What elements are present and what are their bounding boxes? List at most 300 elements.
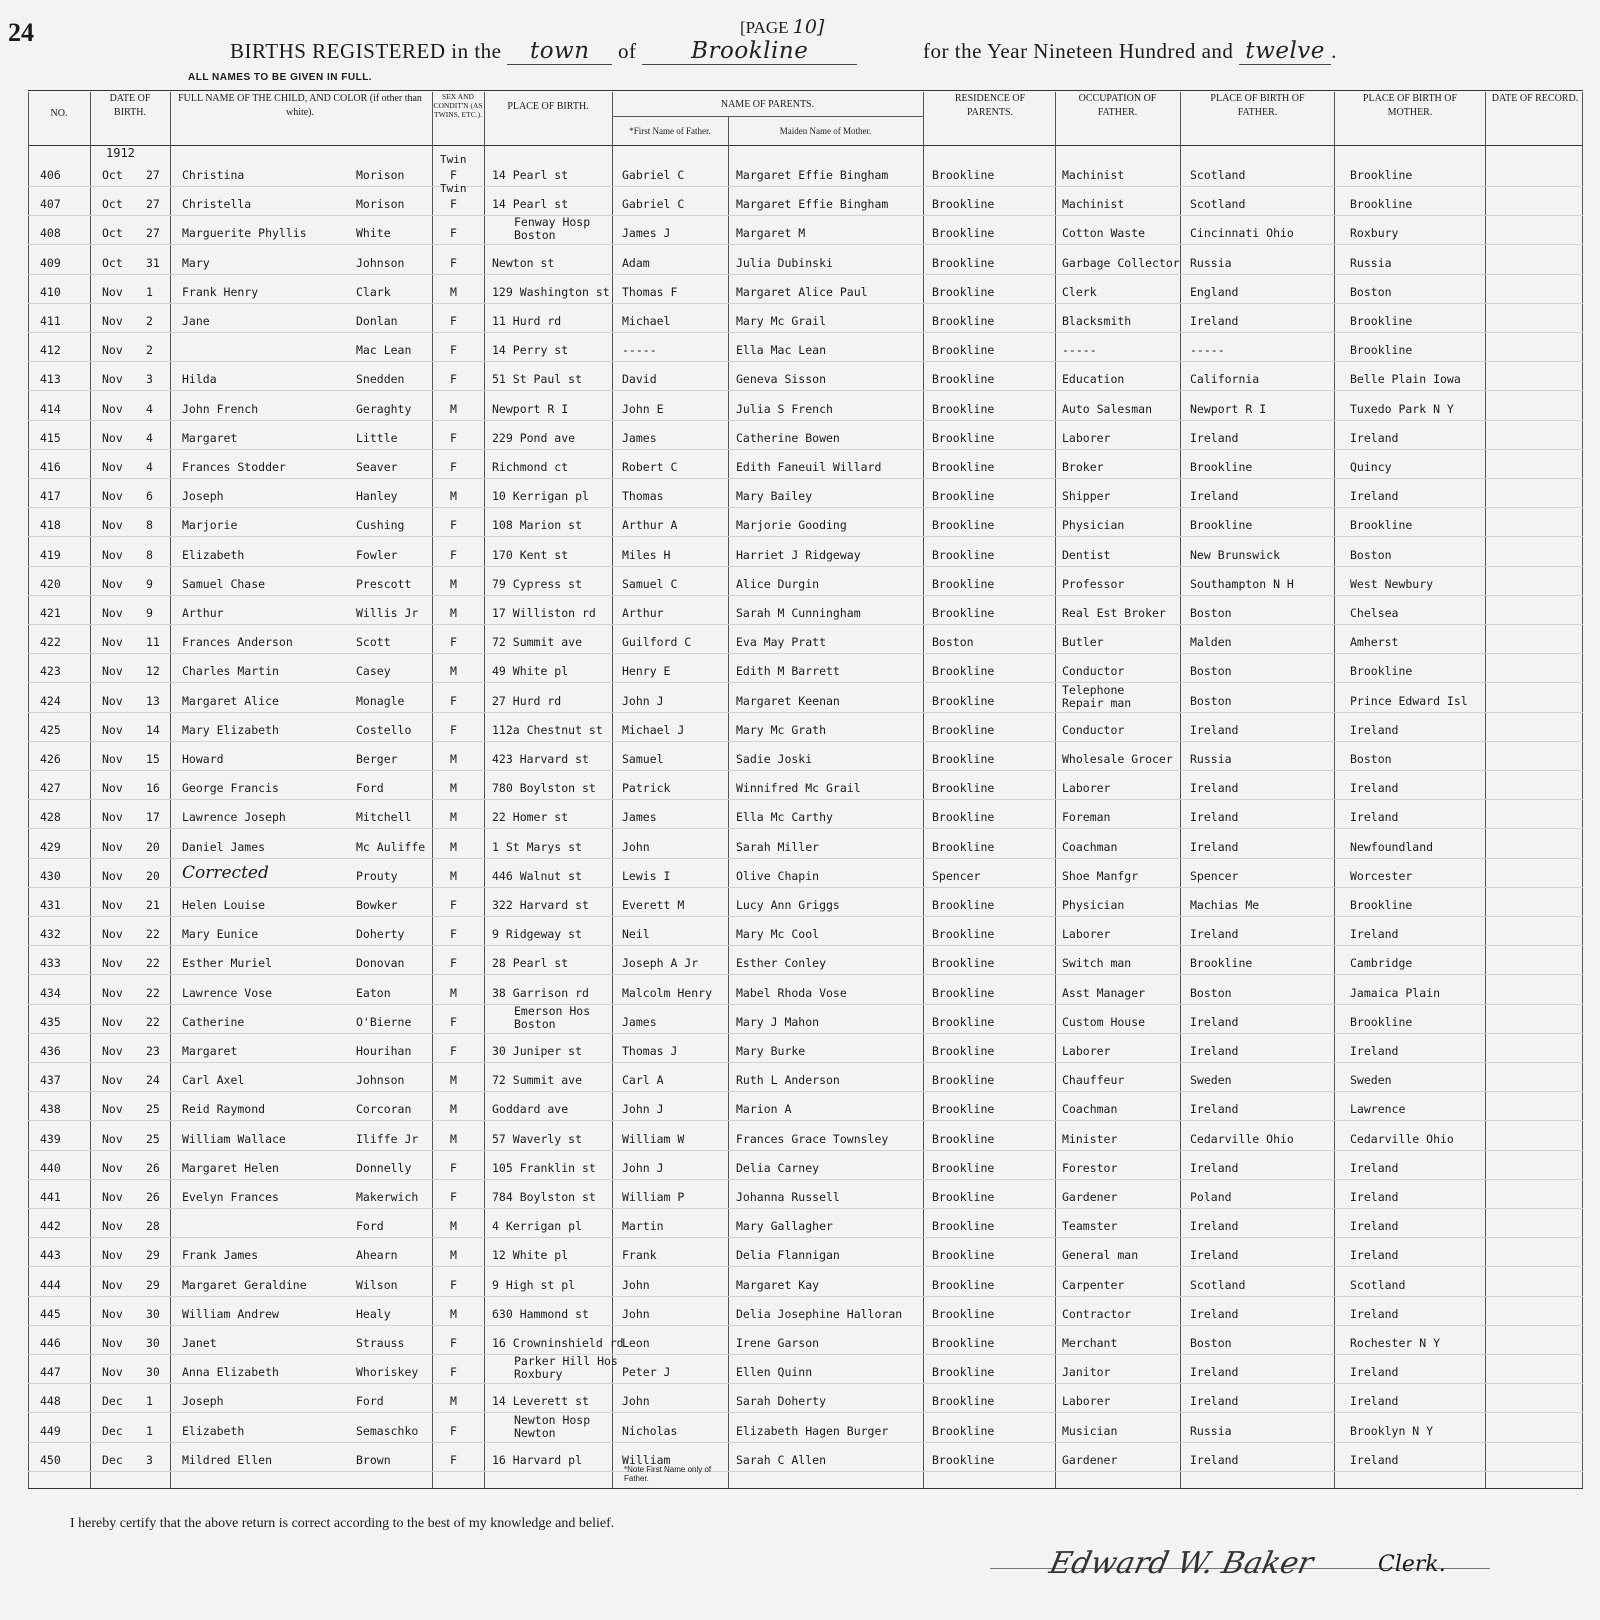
cell-father: Leon — [622, 1336, 650, 1350]
cell-month: Dec — [102, 1453, 123, 1467]
cell-sex: M — [450, 1102, 457, 1116]
cell-surname: Iliffe Jr — [356, 1132, 419, 1146]
cell-father: John — [622, 1278, 650, 1292]
table-row — [0, 948, 1600, 976]
cell-no: 449 — [40, 1424, 61, 1438]
cell-pob-m: Tuxedo Park N Y — [1350, 402, 1454, 416]
names-note: ALL NAMES TO BE GIVEN IN FULL. — [188, 72, 373, 83]
title-period: . — [1331, 39, 1337, 63]
cell-occupation: Chauffeur — [1062, 1073, 1125, 1087]
cell-surname: Prescott — [356, 577, 412, 591]
cell-no: 437 — [40, 1073, 61, 1087]
cell-pob-f: California — [1190, 372, 1260, 386]
cell-given: Frances Anderson — [182, 635, 293, 649]
cell-surname: Johnson — [356, 256, 405, 270]
cell-place: 112a Chestnut st — [492, 723, 603, 737]
cell-day: 31 — [146, 256, 160, 270]
cell-place: 57 Waverly st — [492, 1132, 583, 1146]
cell-occupation: Gardener — [1062, 1453, 1118, 1467]
cell-month: Nov — [102, 1132, 123, 1146]
cell-father: Thomas J — [622, 1044, 678, 1058]
cell-residence: Brookline — [932, 314, 995, 328]
cell-mother: Catherine Bowen — [736, 431, 840, 445]
cell-pob-m: Worcester — [1350, 869, 1413, 883]
cell-given: Esther Muriel — [182, 956, 273, 970]
cell-no: 416 — [40, 460, 61, 474]
cell-surname: Morison — [356, 197, 405, 211]
cell-residence: Brookline — [932, 1190, 995, 1204]
cell-residence: Brookline — [932, 1336, 995, 1350]
table-row — [0, 978, 1600, 1006]
cell-pob-m: Amherst — [1350, 635, 1399, 649]
cell-surname: White — [356, 226, 391, 240]
cell-sex: F — [450, 1278, 457, 1292]
cell-residence: Brookline — [932, 1394, 995, 1408]
cell-residence: Brookline — [932, 1307, 995, 1321]
father-note: *Note First Name only of Father. — [624, 1465, 712, 1483]
cell-place: 79 Cypress st — [492, 577, 583, 591]
cell-residence: Brookline — [932, 1278, 995, 1292]
cell-pob-m: Ireland — [1350, 781, 1399, 795]
header-top-border — [28, 90, 1583, 91]
cell-pob-f: Ireland — [1190, 781, 1239, 795]
cell-occupation: Conductor — [1062, 723, 1125, 737]
cell-father: Peter J — [622, 1365, 671, 1379]
cell-mother: Geneva Sisson — [736, 372, 827, 386]
table-row — [0, 1240, 1600, 1268]
cell-place: 11 Hurd rd — [492, 314, 562, 328]
cell-pob-m: Rochester N Y — [1350, 1336, 1441, 1350]
cell-surname: Clark — [356, 285, 391, 299]
cell-month: Nov — [102, 489, 123, 503]
header-record: DATE OF RECORD. — [1491, 93, 1579, 104]
cell-given: Mary — [182, 256, 210, 270]
cell-pob-m: Roxbury — [1350, 226, 1399, 240]
header-pob-father: PLACE OF BIRTH OF FATHER. — [1210, 93, 1305, 118]
cell-residence: Brookline — [932, 1365, 995, 1379]
cell-occupation: Musician — [1062, 1424, 1118, 1438]
cell-pob-f: Russia — [1190, 752, 1232, 766]
cell-place: 423 Harvard st — [492, 752, 589, 766]
certification-text: I hereby certify that the above return is correct according to the best of my knowledge and belief. — [70, 1516, 615, 1531]
cell-no: 412 — [40, 343, 61, 357]
cell-day: 27 — [146, 168, 160, 182]
cell-month: Nov — [102, 548, 123, 562]
parents-divider — [612, 116, 923, 117]
cell-surname: Ahearn — [356, 1248, 398, 1262]
cell-given: John French — [182, 402, 259, 416]
cell-occupation: Professor — [1062, 577, 1125, 591]
cell-mother: Ruth L Anderson — [736, 1073, 840, 1087]
cell-place: 14 Perry st — [492, 343, 569, 357]
cell-no: 425 — [40, 723, 61, 737]
cell-no: 447 — [40, 1365, 61, 1379]
cell-day: 25 — [146, 1132, 160, 1146]
table-row — [0, 802, 1600, 830]
cell-mother: Ellen Quinn — [736, 1365, 813, 1379]
cell-pob-m: Ireland — [1350, 927, 1399, 941]
table-row — [0, 452, 1600, 480]
cell-month: Nov — [102, 1219, 123, 1233]
cell-given: Lawrence Joseph — [182, 810, 286, 824]
cell-no: 432 — [40, 927, 61, 941]
cell-occupation: Auto Salesman — [1062, 402, 1153, 416]
cell-given: Mary Elizabeth — [182, 723, 279, 737]
cell-given: Margaret — [182, 1044, 238, 1058]
cell-given: William Wallace — [182, 1132, 286, 1146]
cell-given: Frances Stodder — [182, 460, 286, 474]
cell-pob-f: Ireland — [1190, 1365, 1239, 1379]
cell-mother: Marjorie Gooding — [736, 518, 847, 532]
cell-occupation: Shipper — [1062, 489, 1111, 503]
cell-mother: Mary Bailey — [736, 489, 813, 503]
cell-surname: Mc Auliffe — [356, 840, 426, 854]
cell-place: 17 Williston rd — [492, 606, 596, 620]
cell-month: Nov — [102, 664, 123, 678]
cell-pob-m: Quincy — [1350, 460, 1392, 474]
cell-mother: Margaret Keenan — [736, 694, 840, 708]
cell-residence: Brookline — [932, 285, 995, 299]
cell-no: 429 — [40, 840, 61, 854]
cell-sex: F — [450, 927, 457, 941]
cell-pob-f: Ireland — [1190, 314, 1239, 328]
cell-pob-f: Poland — [1190, 1190, 1232, 1204]
cell-no: 407 — [40, 197, 61, 211]
cell-sex: M — [450, 402, 457, 416]
cell-surname: O'Bierne — [356, 1015, 412, 1029]
cell-father: ----- — [622, 343, 657, 357]
cell-place: 72 Summit ave — [492, 1073, 583, 1087]
cell-pob-m: Newfoundland — [1350, 840, 1434, 854]
cell-mother: Ella Mac Lean — [736, 343, 827, 357]
table-row — [0, 182, 1600, 217]
table-row — [0, 1182, 1600, 1210]
cell-place: 16 Crowninshield rd — [492, 1336, 624, 1350]
table-row — [0, 1270, 1600, 1298]
cell-place-line2: Boston — [514, 228, 556, 242]
cell-month: Nov — [102, 694, 123, 708]
cell-pob-m: Ireland — [1350, 1248, 1399, 1262]
cell-residence: Brookline — [932, 460, 995, 474]
cell-sex: M — [450, 1219, 457, 1233]
cell-place: 27 Hurd rd — [492, 694, 562, 708]
cell-no: 417 — [40, 489, 61, 503]
cell-no: 431 — [40, 898, 61, 912]
cell-no: 448 — [40, 1394, 61, 1408]
table-row — [0, 569, 1600, 597]
cell-pob-f: Brookline — [1190, 460, 1253, 474]
cell-occupation: Telephone — [1062, 683, 1125, 697]
cell-residence: Brookline — [932, 606, 995, 620]
cell-no: 440 — [40, 1161, 61, 1175]
cell-mother: Olive Chapin — [736, 869, 820, 883]
cell-sex: F — [450, 343, 457, 357]
cell-pob-m: Ireland — [1350, 431, 1399, 445]
cell-father: Guilford C — [622, 635, 692, 649]
cell-pob-m: Belle Plain Iowa — [1350, 372, 1461, 386]
cell-surname: Snedden — [356, 372, 405, 386]
cell-place: Newton Hosp — [514, 1413, 591, 1427]
cell-place: Newton st — [492, 256, 555, 270]
cell-father: John J — [622, 694, 664, 708]
cell-month: Nov — [102, 1248, 123, 1262]
cell-day: 3 — [146, 372, 153, 386]
cell-residence: Brookline — [932, 518, 995, 532]
cell-sex: M — [450, 781, 457, 795]
cell-residence: Brookline — [932, 168, 995, 182]
cell-place: 51 St Paul st — [492, 372, 583, 386]
cell-occupation: Cotton Waste — [1062, 226, 1146, 240]
cell-day: 21 — [146, 898, 160, 912]
cell-mother: Marion A — [736, 1102, 792, 1116]
cell-given: Christella — [182, 197, 252, 211]
cell-father: John J — [622, 1161, 664, 1175]
cell-occupation: Physician — [1062, 898, 1125, 912]
cell-given: Helen Louise — [182, 898, 266, 912]
cell-occupation: Garbage Collector — [1062, 256, 1180, 270]
cell-no: 428 — [40, 810, 61, 824]
cell-mother: Sarah M Cunningham — [736, 606, 861, 620]
cell-sex: F — [450, 1453, 457, 1467]
cell-no: 413 — [40, 372, 61, 386]
cell-twin: Twin — [440, 182, 467, 195]
cell-day: 28 — [146, 1219, 160, 1233]
cell-place: 784 Boylston st — [492, 1190, 596, 1204]
cell-no: 406 — [40, 168, 61, 182]
cell-surname: Corcoran — [356, 1102, 412, 1116]
cell-no: 450 — [40, 1453, 61, 1467]
cell-mother: Sarah Miller — [736, 840, 820, 854]
town-name: Brookline — [642, 38, 857, 65]
cell-place: 16 Harvard pl — [492, 1453, 583, 1467]
cell-mother: Johanna Russell — [736, 1190, 840, 1204]
cell-father: John E — [622, 402, 664, 416]
cell-pob-f: Ireland — [1190, 1161, 1239, 1175]
cell-pob-f: Boston — [1190, 1336, 1232, 1350]
town-type: town — [507, 38, 612, 65]
cell-sex: F — [450, 372, 457, 386]
cell-pob-f: Ireland — [1190, 723, 1239, 737]
cell-given: Margaret Alice — [182, 694, 279, 708]
table-row — [0, 773, 1600, 801]
cell-no: 422 — [40, 635, 61, 649]
header-occupation: OCCUPATION OF FATHER. — [1078, 93, 1157, 118]
cell-mother: Margaret Kay — [736, 1278, 820, 1292]
cell-month: Nov — [102, 431, 123, 445]
cell-place: 780 Boylston st — [492, 781, 596, 795]
table-row — [0, 598, 1600, 626]
cell-pob-m: Brookline — [1350, 518, 1413, 532]
cell-day: 1 — [146, 285, 153, 299]
cell-place: Richmond ct — [492, 460, 569, 474]
cell-surname: Little — [356, 431, 398, 445]
cell-surname: Seaver — [356, 460, 398, 474]
cell-day: 1 — [146, 1394, 153, 1408]
cell-sex: F — [450, 1190, 457, 1204]
table-row — [0, 627, 1600, 655]
cell-sex: F — [450, 1365, 457, 1379]
cell-place-line2: Boston — [514, 1017, 556, 1031]
cell-father: Frank — [622, 1248, 657, 1262]
cell-month: Nov — [102, 343, 123, 357]
table-row — [0, 481, 1600, 509]
cell-mother: Edith M Barrett — [736, 664, 840, 678]
cell-father: James — [622, 810, 657, 824]
cell-residence: Spencer — [932, 869, 981, 883]
cell-day: 16 — [146, 781, 160, 795]
cell-father: Thomas F — [622, 285, 678, 299]
cell-surname: Ford — [356, 781, 384, 795]
cell-father: Joseph A Jr — [622, 956, 699, 970]
cell-month: Nov — [102, 1278, 123, 1292]
cell-sex: M — [450, 752, 457, 766]
cell-sex: M — [450, 1248, 457, 1262]
cell-father: Thomas — [622, 489, 664, 503]
cell-pob-m: Ireland — [1350, 810, 1399, 824]
cell-pob-m: Ireland — [1350, 1044, 1399, 1058]
table-row — [0, 890, 1600, 918]
cell-pob-m: Lawrence — [1350, 1102, 1406, 1116]
cell-sex: M — [450, 869, 457, 883]
cell-place: 49 White pl — [492, 664, 569, 678]
table-bottom-border — [28, 1488, 1583, 1489]
cell-residence: Brookline — [932, 1248, 995, 1262]
cell-father: Henry E — [622, 664, 671, 678]
cell-residence: Brookline — [932, 1132, 995, 1146]
cell-mother: Winnifred Mc Grail — [736, 781, 861, 795]
cell-month: Oct — [102, 168, 123, 182]
cell-no: 424 — [40, 694, 61, 708]
cell-pob-f: Brookline — [1190, 518, 1253, 532]
cell-place: Emerson Hos — [514, 1004, 591, 1018]
cell-father: Lewis I — [622, 869, 671, 883]
cell-day: 26 — [146, 1161, 160, 1175]
header-parents: NAME OF PARENTS. — [720, 99, 815, 110]
cell-mother: Mary Mc Grath — [736, 723, 827, 737]
cell-given: Joseph — [182, 489, 224, 503]
cell-given: Evelyn Frances — [182, 1190, 279, 1204]
cell-residence: Brookline — [932, 927, 995, 941]
cell-month: Nov — [102, 1102, 123, 1116]
cell-place-line2: Newton — [514, 1426, 556, 1440]
cell-day: 30 — [146, 1365, 160, 1379]
cell-pob-m: West Newbury — [1350, 577, 1434, 591]
cell-residence: Brookline — [932, 1044, 995, 1058]
cell-pob-m: Boston — [1350, 752, 1392, 766]
cell-month: Dec — [102, 1394, 123, 1408]
cell-pob-f: New Brunswick — [1190, 548, 1281, 562]
cell-surname: Cushing — [356, 518, 405, 532]
cell-father: Gabriel C — [622, 168, 685, 182]
cell-surname: Wilson — [356, 1278, 398, 1292]
cell-day: 6 — [146, 489, 153, 503]
cell-given: Howard — [182, 752, 224, 766]
cell-occupation: Blacksmith — [1062, 314, 1132, 328]
table-row — [0, 1124, 1600, 1152]
cell-surname: Whoriskey — [356, 1365, 419, 1379]
cell-no: 430 — [40, 869, 61, 883]
cell-no: 438 — [40, 1102, 61, 1116]
cell-no: 420 — [40, 577, 61, 591]
cell-surname: Brown — [356, 1453, 391, 1467]
page-number-label — [740, 16, 824, 38]
cell-surname: Hourihan — [356, 1044, 412, 1058]
cell-month: Oct — [102, 197, 123, 211]
cell-pob-m: Boston — [1350, 285, 1392, 299]
cell-pob-f: England — [1190, 285, 1239, 299]
table-row — [0, 744, 1600, 772]
cell-occupation: Janitor — [1062, 1365, 1111, 1379]
cell-day: 30 — [146, 1307, 160, 1321]
cell-mother: Margaret Effie Bingham — [736, 168, 889, 182]
cell-place: 30 Juniper st — [492, 1044, 583, 1058]
cell-surname: Casey — [356, 664, 391, 678]
cell-month: Nov — [102, 1307, 123, 1321]
cell-occupation: Shoe Manfgr — [1062, 869, 1139, 883]
cell-place: 9 High st pl — [492, 1278, 576, 1292]
cell-sex: F — [450, 168, 457, 182]
cell-residence: Brookline — [932, 986, 995, 1000]
cell-given: Daniel James — [182, 840, 266, 854]
cell-surname: Morison — [356, 168, 405, 182]
cell-occupation: Contractor — [1062, 1307, 1132, 1321]
cell-no: 408 — [40, 226, 61, 240]
cell-day: 30 — [146, 1336, 160, 1350]
cell-surname: Johnson — [356, 1073, 405, 1087]
table-row — [0, 656, 1600, 684]
cell-pob-f: Boston — [1190, 694, 1232, 708]
cell-pob-f: Ireland — [1190, 840, 1239, 854]
cell-pob-m: Scotland — [1350, 1278, 1406, 1292]
cell-father: James — [622, 1015, 657, 1029]
cell-occupation: Dentist — [1062, 548, 1111, 562]
cell-sex: F — [450, 1424, 457, 1438]
cell-no: 446 — [40, 1336, 61, 1350]
cell-father: William — [622, 1453, 671, 1467]
cell-pob-f: Newport R I — [1190, 402, 1267, 416]
cell-residence: Brookline — [932, 577, 995, 591]
cell-place: Goddard ave — [492, 1102, 569, 1116]
table-row — [0, 1413, 1600, 1444]
cell-occupation: ----- — [1062, 343, 1097, 357]
cell-given: William Andrew — [182, 1307, 279, 1321]
cell-surname: Fowler — [356, 548, 398, 562]
header-pob-mother: PLACE OF BIRTH OF MOTHER. — [1362, 93, 1458, 118]
cell-residence: Brookline — [932, 1453, 995, 1467]
cell-no: 411 — [40, 314, 61, 328]
cell-mother: Sadie Joski — [736, 752, 813, 766]
cell-pob-f: Ireland — [1190, 810, 1239, 824]
cell-no: 433 — [40, 956, 61, 970]
table-row — [0, 277, 1600, 305]
cell-occupation: Custom House — [1062, 1015, 1146, 1029]
cell-given: Marguerite Phyllis — [182, 226, 307, 240]
cell-residence: Brookline — [932, 226, 995, 240]
cell-residence: Brookline — [932, 1161, 995, 1175]
cell-month: Nov — [102, 810, 123, 824]
cell-place: 170 Kent st — [492, 548, 569, 562]
cell-day: 20 — [146, 869, 160, 883]
cell-father: Robert C — [622, 460, 678, 474]
cell-pob-m: Russia — [1350, 256, 1392, 270]
cell-place-line2: Roxbury — [514, 1367, 563, 1381]
cell-father: James J — [622, 226, 671, 240]
cell-month: Nov — [102, 898, 123, 912]
title-suffix: for the Year Nineteen Hundred and — [923, 39, 1234, 63]
cell-day: 23 — [146, 1044, 160, 1058]
cell-pob-m: Brookline — [1350, 197, 1413, 211]
cell-no: 434 — [40, 986, 61, 1000]
